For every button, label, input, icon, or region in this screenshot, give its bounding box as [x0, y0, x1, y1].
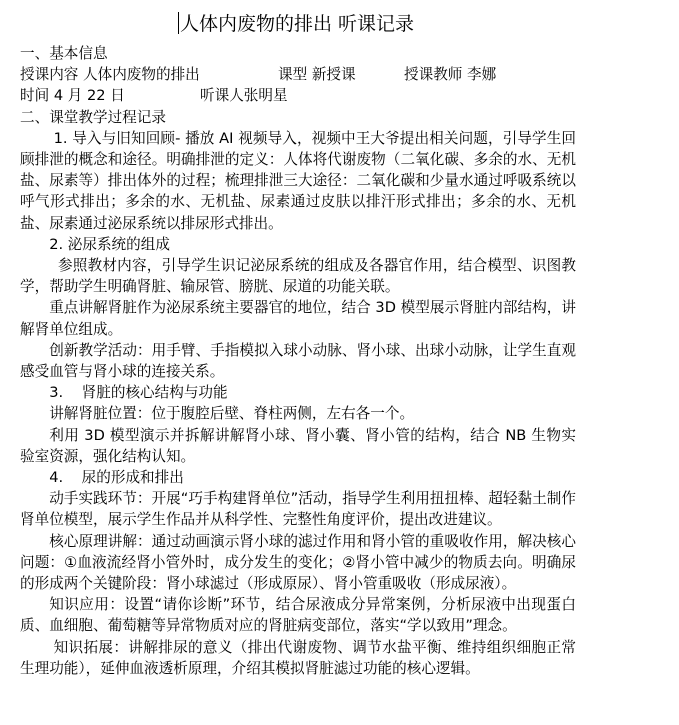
- document-title-text: 人体内废物的排出 听课记录: [180, 13, 415, 35]
- lesson-teacher: 授课教师 李娜: [404, 66, 497, 84]
- block-4-paragraph-2: 核心原理讲解：通过动画演示肾小球的滤过作用和肾小管的重吸收作用，解决核心问题：①血液流经肾小管外时，成分发生的变化；②肾小管中减少的物质去向。明确尿的形成两个关键阶段：肾小球滤过（形成原尿）、肾小管重吸收（形成尿液）。: [20, 532, 576, 593]
- block-1-intro: 1. 导入与旧知回顾- 播放 AI 视频导入，视频中王大爷提出相关问题，引导学生回顾排泄的概念和途径。明确排泄的定义：人体将代谢废物（二氧化碳、多余的水、无机盐、尿素等）排出体外的过程；梳理排泄三大途径：二氧化碳和少量水通过呼吸系统以呼气形式排出；多余的水、无机盐、尿素通过皮肤以排汗形式排出；多余的水、无机盐、尿素通过泌尿系统以排尿形式排出。: [20, 129, 576, 232]
- block-3-heading: 3. 肾脏的核心结构与功能: [49, 384, 228, 402]
- block-3-paragraph-1: 讲解肾脏位置：位于腹腔后壁、脊柱两侧，左右各一个。: [49, 405, 415, 423]
- info-row-2: [20, 85, 576, 106]
- lesson-content: 授课内容 人体内废物的排出: [20, 66, 200, 84]
- block-4-paragraph-1: 动手实践环节：开展“巧手构建肾单位”活动，指导学生利用扭扭棒、超轻黏土制作肾单位模型，展示学生作品并从科学性、完整性角度评价，提出改进建议。: [20, 490, 576, 529]
- block-4-heading: 4. 尿的形成和排出: [49, 469, 184, 487]
- text-cursor: [178, 12, 179, 34]
- section-heading-process: 二、课堂教学过程记录: [20, 108, 166, 126]
- lesson-time: 时间 4 月 22 日: [20, 87, 125, 105]
- block-2-heading: 2. 泌尿系统的组成: [49, 235, 170, 253]
- block-2-paragraph-3: 创新教学活动：用手臂、手指模拟入球小动脉、肾小球、出球小动脉，让学生直观感受血管与肾小球的连接关系。: [20, 341, 576, 381]
- document-title: [178, 10, 414, 38]
- section-heading-basic-info: 一、基本信息: [20, 45, 108, 62]
- block-4-paragraph-4: 知识拓展：讲解排尿的意义（排出代谢废物、调节水盐平衡、维持组织细胞正常生理功能），延伸血液透析原理，介绍其模拟肾脏滤过功能的核心逻辑。: [20, 638, 576, 677]
- block-2-paragraph-1: 参照教材内容，引导学生识记泌尿系统的组成及各器官作用，结合模型、识图教学，帮助学生明确肾脏、输尿管、膀胱、尿道的功能关联。: [20, 257, 576, 296]
- lesson-listener: 听课人张明星: [200, 87, 288, 105]
- info-row-1: [20, 64, 576, 85]
- block-4-paragraph-3: 知识应用：设置“请你诊断”环节，结合尿液成分异常案例，分析尿液中出现蛋白质、血细胞、葡萄糖等异常物质对应的肾脏病变部位，落实“学以致用”理念。: [20, 596, 576, 635]
- document-body: [20, 43, 576, 679]
- block-2-paragraph-2: 重点讲解肾脏作为泌尿系统主要器官的地位，结合 3D 模型展示肾脏内部结构，讲解肾单位组成。: [20, 299, 576, 338]
- block-3-paragraph-2: 利用 3D 模型演示并拆解讲解肾小球、肾小囊、肾小管的结构，结合 NB 生物实验室资源，强化结构认知。: [20, 426, 576, 465]
- lesson-type: 课型 新授课: [278, 66, 356, 84]
